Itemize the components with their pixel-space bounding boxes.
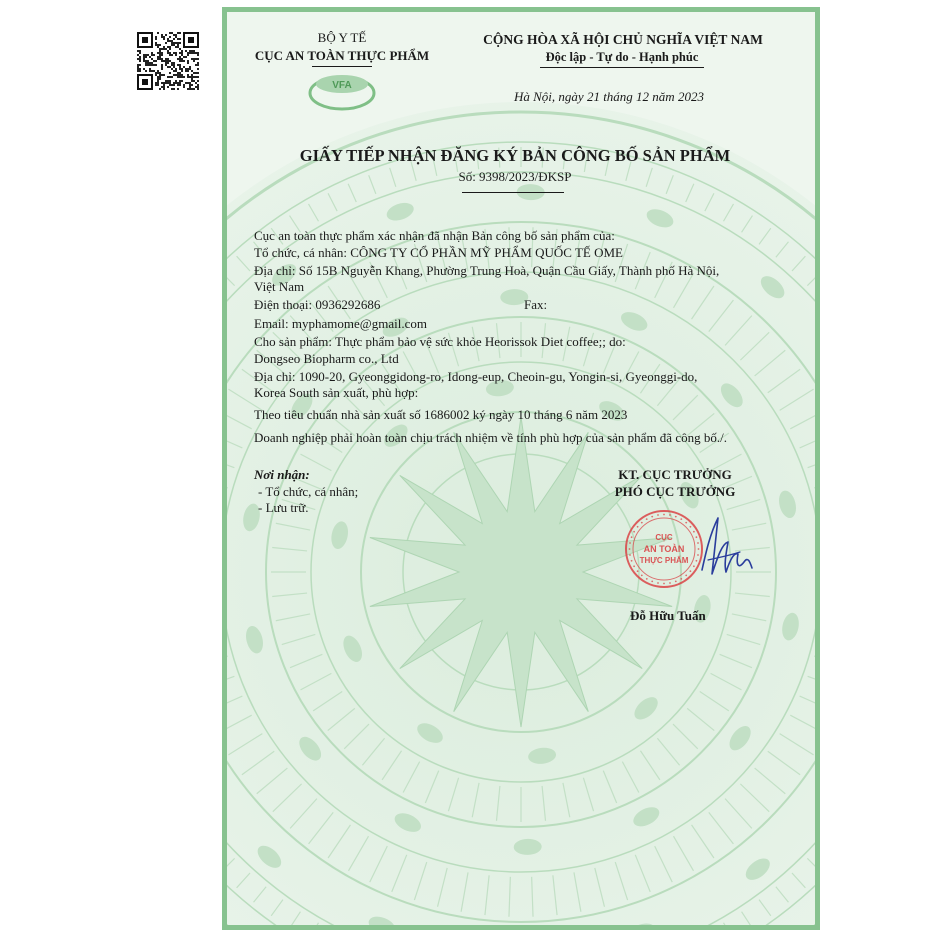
header-left-rule [312, 66, 372, 67]
svg-text:AN TOÀN: AN TOÀN [643, 544, 685, 554]
standard-line: Theo tiêu chuẩn nhà sản xuất số 1686002 ký ngày 10 tháng 6 năm 2023 [254, 407, 628, 422]
signer-name: Đỗ Hữu Tuấn [630, 608, 706, 623]
title-rule [462, 192, 564, 193]
manufacturer-address-line-2: Korea South sản xuất, phù hợp: [254, 385, 419, 400]
issue-date: Hà Nội, ngày 21 tháng 12 năm 2023 [514, 89, 704, 104]
manufacturer-line: Dongseo Biopharm co., Ltd [254, 351, 399, 366]
product-line: Cho sản phẩm: Thực phẩm bảo vệ sức khỏe Heorissok Diet coffee;; do: [254, 334, 626, 349]
document-number: Số: 9398/2023/ĐKSP [458, 169, 572, 184]
address-line-2: Việt Nam [254, 279, 305, 294]
signature-title-1: KT. CỤC TRƯỞNG [618, 467, 732, 482]
header-right-rule [540, 67, 704, 68]
document-title: GIẤY TIẾP NHẬN ĐĂNG KÝ BẢN CÔNG BỐ SẢN PHẨM [299, 146, 731, 165]
fax-line: Fax: [524, 297, 548, 312]
national-motto: Độc lập - Tự do - Hạnh phúc [545, 50, 699, 64]
department-name: CỤC AN TOÀN THỰC PHẨM [254, 48, 430, 63]
organization-line: Tổ chức, cá nhân: CÔNG TY CỔ PHẦN MỸ PHẨM QUỐC TẾ OME [254, 245, 623, 260]
address-line-1: Địa chỉ: Số 15B Nguyễn Khang, Phường Trung Hoà, Quận Cầu Giấy, Thành phố Hà Nội, [254, 263, 720, 278]
svg-text:THỰC PHẨM: THỰC PHẨM [639, 556, 689, 565]
svg-text:VFA: VFA [332, 80, 352, 91]
manufacturer-address-line-1: Địa chỉ: 1090-20, Gyeonggidong-ro, Idong-eup, Cheoin-gu, Yongin-si, Gyeonggi-do, [254, 369, 698, 384]
responsibility-line: Doanh nghiệp phải hoàn toàn chịu trách nhiệm về tính phù hợp của sản phẩm đã công bố./. [254, 430, 727, 445]
republic-title: CỘNG HÒA XÃ HỘI CHỦ NGHĨA VIỆT NAM [483, 32, 763, 47]
recipients-heading: Nơi nhận: [254, 467, 310, 482]
ministry-name: BỘ Y TẾ [317, 30, 367, 45]
handwritten-signature [688, 512, 758, 582]
qr-code-icon [137, 32, 199, 90]
vfa-logo-icon [305, 69, 379, 111]
recipient-item: - Tổ chức, cá nhân; [258, 484, 359, 499]
phone-line: Điện thoại: 0936292686 [254, 297, 381, 312]
intro-line: Cục an toàn thực phẩm xác nhận đã nhận Bản công bố sản phẩm của: [254, 228, 615, 243]
svg-text:CỤC: CỤC [655, 533, 673, 542]
email-line: Email: myphamome@gmail.com [254, 316, 427, 331]
signature-title-2: PHÓ CỤC TRƯỞNG [614, 484, 736, 499]
recipient-item: - Lưu trữ. [258, 500, 309, 515]
